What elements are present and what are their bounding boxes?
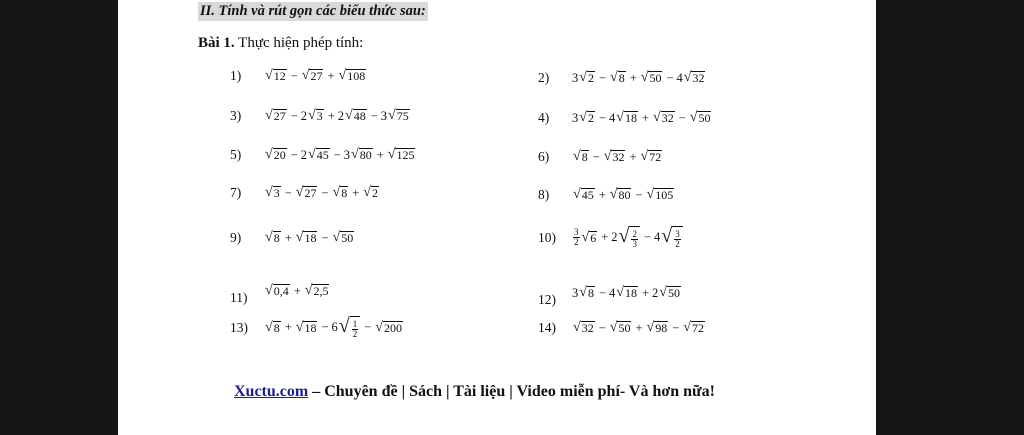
problem-13	[230, 316, 404, 340]
math-expression: √ 45 + √ 80 − √ 105	[573, 186, 674, 202]
problem-4	[538, 110, 712, 126]
math-expression: √ 32 − √ 50 + √ 98 − √ 72	[573, 319, 704, 335]
problem-11	[230, 276, 330, 306]
right-dark-margin	[876, 0, 1024, 435]
math-expression: $\frac{3}{2}$ √ 6 + 2 √ $\frac{2}{3}$ − 4 √ $\frac{3}{2}$	[572, 226, 684, 250]
math-expression: √ 8 + √ 18 − 6 √ $\frac{1}{2}$ − √ 200	[265, 315, 402, 340]
problem-number: 14)	[538, 320, 556, 335]
problem-6	[538, 149, 663, 165]
sqrt: √ 108	[338, 67, 366, 83]
footer-line	[234, 383, 715, 401]
problem-number: 9)	[230, 230, 242, 245]
problem-12	[538, 278, 682, 308]
math-expression: √ 8 + √ 18 − √ 50	[265, 229, 354, 245]
problem-number: 11)	[230, 290, 248, 305]
problem-number: 2)	[538, 70, 550, 85]
problem-3	[230, 108, 411, 124]
problem-number: 8)	[538, 187, 550, 202]
problem-number: 7)	[230, 185, 242, 200]
problem-number: 10)	[538, 229, 556, 245]
section-heading: II. Tính và rút gọn các biểu thức sau:	[200, 3, 426, 19]
sqrt: √ 12	[265, 67, 286, 83]
exercise-label: Bài 1.	[198, 35, 235, 51]
document-page	[118, 0, 876, 435]
problem-number: 3)	[230, 108, 242, 123]
sqrt: √ 27	[301, 67, 323, 83]
math-expression: √ 27 − 2 √ 3 + 2 √ 48 − 3 √ 75	[265, 107, 409, 123]
problem-1	[230, 68, 367, 84]
math-expression: √ 8 − √ 32 + √ 72	[573, 148, 662, 164]
math-expression: √ 3 − √ 27 − √ 8 + √ 2	[265, 184, 378, 200]
problem-number: 5)	[230, 147, 242, 162]
problem-number: 6)	[538, 149, 550, 164]
math-expression: 3 √ 2 − 4 √ 18 + √ 32 − √ 50	[572, 109, 711, 125]
math-expression: √ 12 − √ 27 + √ 108	[265, 67, 366, 83]
problem-5	[230, 147, 416, 163]
problem-10	[538, 226, 684, 250]
problem-number: 12)	[538, 292, 556, 307]
left-dark-margin	[0, 0, 118, 435]
exercise-title	[198, 35, 363, 52]
problem-8	[538, 187, 675, 203]
problem-14	[538, 320, 706, 336]
problem-number: 13)	[230, 319, 248, 335]
math-expression: 3 √ 2 − √ 8 + √ 50 − 4 √ 32	[572, 69, 705, 85]
problem-number: 1)	[230, 68, 242, 83]
problem-number: 4)	[538, 110, 550, 125]
math-expression: 3 √ 8 − 4 √ 18 + 2 √ 50	[572, 284, 680, 300]
problem-2	[538, 70, 706, 86]
fraction: $\frac{3}{2}$	[574, 227, 579, 248]
site-link[interactable]: Xuctu.com	[234, 383, 309, 400]
problem-7	[230, 185, 380, 201]
math-expression: √ 20 − 2 √ 45 − 3 √ 80 + √ 125	[265, 146, 415, 162]
exercise-text: Thực hiện phép tính:	[234, 35, 364, 51]
math-expression: √ 0,4 + √ 2,5	[265, 282, 329, 298]
problem-9	[230, 230, 355, 246]
footer-text: – Chuyên đề | Sách | Tài liệu | Video miễn phí- Và hơn nữa!	[308, 383, 715, 400]
